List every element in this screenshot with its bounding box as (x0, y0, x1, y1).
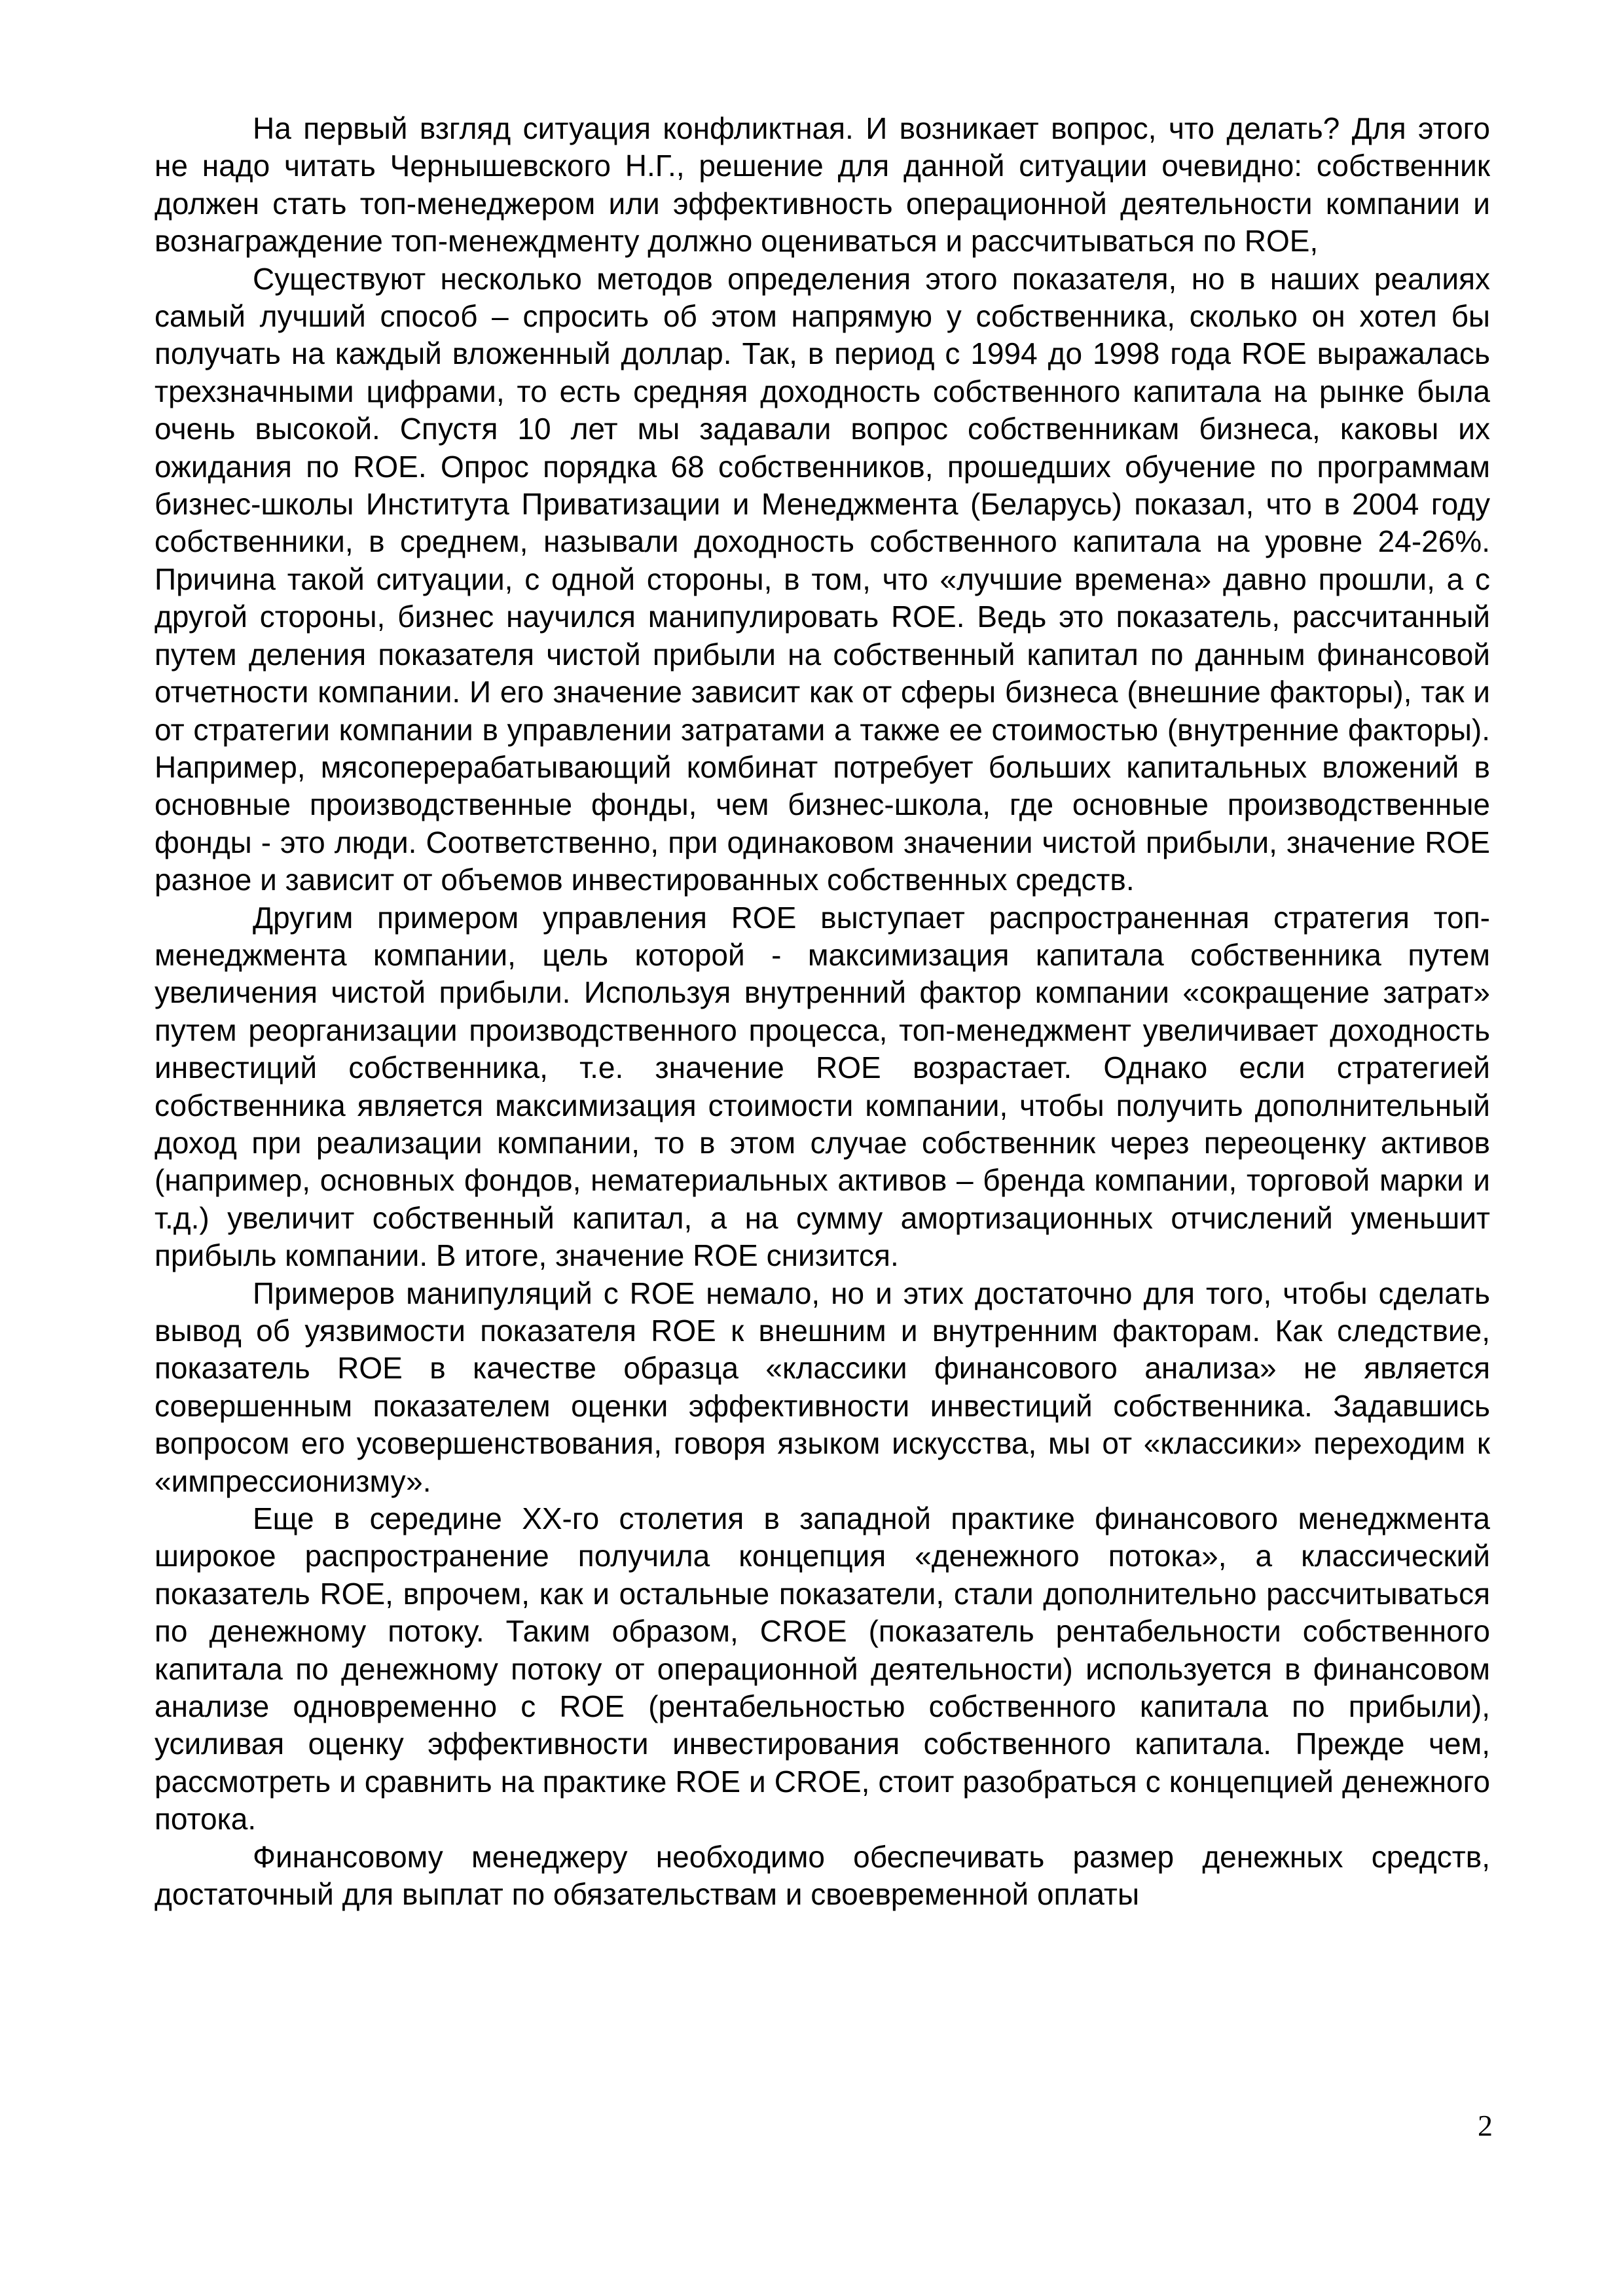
paragraph-roe-methods: Существуют несколько методов определения этого показателя, но в наших реалиях самый лучший способ – спросить об этом напрямую у собственника, сколько он хотел бы получать на каждый вложенный доллар. Так, в период с 1994 до 1998 года ROE выражалась трехзначными цифрами, то есть средняя доходность собственного капитала на рынке была очень высокой. Спустя 10 лет мы задавали вопрос собственникам бизнеса, каковы их ожидания по ROE. Опрос порядка 68 собственников, прошедших обучение по программам бизнес-школы Института Приватизации и Менеджмента (Беларусь) показал, что в 2004 году собственники, в среднем, называли доходность собственного капитала на уровне 24-26%. Причина такой ситуации, с одной стороны, в том, что «лучшие времена» давно прошли, а с другой стороны, бизнес научился манипулировать ROE. Ведь это показатель, рассчитанный путем деления показателя чистой прибыли на собственный капитал по данным финансовой отчетности компании. И его значение зависит как от сферы бизнеса (внешние факторы), так и от стратегии компании в управлении затратами а также ее стоимостью (внутренние факторы). Например, мясоперерабатывающий комбинат потребует больших капитальных вложений в основные производственные фонды, чем бизнес-школа, где основные производственные фонды - это люди. Соответственно, при одинаковом значении чистой прибыли, значение ROE разное и зависит от объемов инвестированных собственных средств. (155, 261, 1490, 897)
document-page (155, 110, 1490, 1914)
paragraph-financial-manager: Финансовому менеджеру необходимо обеспечивать размер денежных средств, достаточный для выплат по обязательствам и своевременной оплаты (155, 1839, 1490, 1912)
page-number: 2 (1478, 2109, 1493, 2142)
paragraph-conflict: На первый взгляд ситуация конфликтная. И возникает вопрос, что делать? Для этого не надо читать Чернышевского Н.Г., решение для данной ситуации очевидно: собственник должен стать топ-менеджером или эффективность операционной деятельности компании и вознаграждение топ-менеждменту должно оцениваться и рассчитываться по ROE, (155, 111, 1490, 259)
paragraph-cash-flow-concept: Еще в середине XX-го столетия в западной практике финансового менеджмента широкое распространение получила концепция «денежного потока», а классический показатель ROE, впрочем, как и остальные показатели, стали дополнительно рассчитываться по денежному потоку. Таким образом, CROE (показатель рентабельности собственного капитала по денежному потоку от операционной деятельности) используется в финансовом анализе одновременно с ROE (рентабельностью собственного капитала по прибыли), усиливая оценку эффективности инвестирования собственного капитала. Прежде чем, рассмотреть и сравнить на практике ROE и CROE, стоит разобраться с концепцией денежного потока. (155, 1501, 1490, 1837)
paragraph-roe-management: Другим примером управления ROE выступает распространенная стратегия топ-менеджмента компании, цель которой - максимизация капитала собственника путем увеличения чистой прибыли. Используя внутренний фактор компании «сокращение затрат» путем реорганизации производственного процесса, топ-менеджмент увеличивает доходность инвестиций собственника, т.е. значение ROE возрастает. Однако если стратегией собственника является максимизация стоимости компании, чтобы получить дополнительный доход при реализации компании, то в этом случае собственник через переоценку активов (например, основных фондов, нематериальных активов – бренда компании, торговой марки и т.д.) увеличит собственный капитал, а на сумму амортизационных отчислений уменьшит прибыль компании. В итоге, значение ROE снизится. (155, 900, 1490, 1273)
paragraph-roe-manipulations: Примеров манипуляций с ROE немало, но и этих достаточно для того, чтобы сделать вывод об уязвимости показателя ROE к внешним и внутренним факторам. Как следствие, показатель ROE в качестве образца «классики финансового анализа» не является совершенным показателем оценки эффективности инвестиций собственника. Задавшись вопросом его усовершенствования, говоря языком искусства, мы от «классики» переходим к «импрессионизму». (155, 1276, 1490, 1498)
